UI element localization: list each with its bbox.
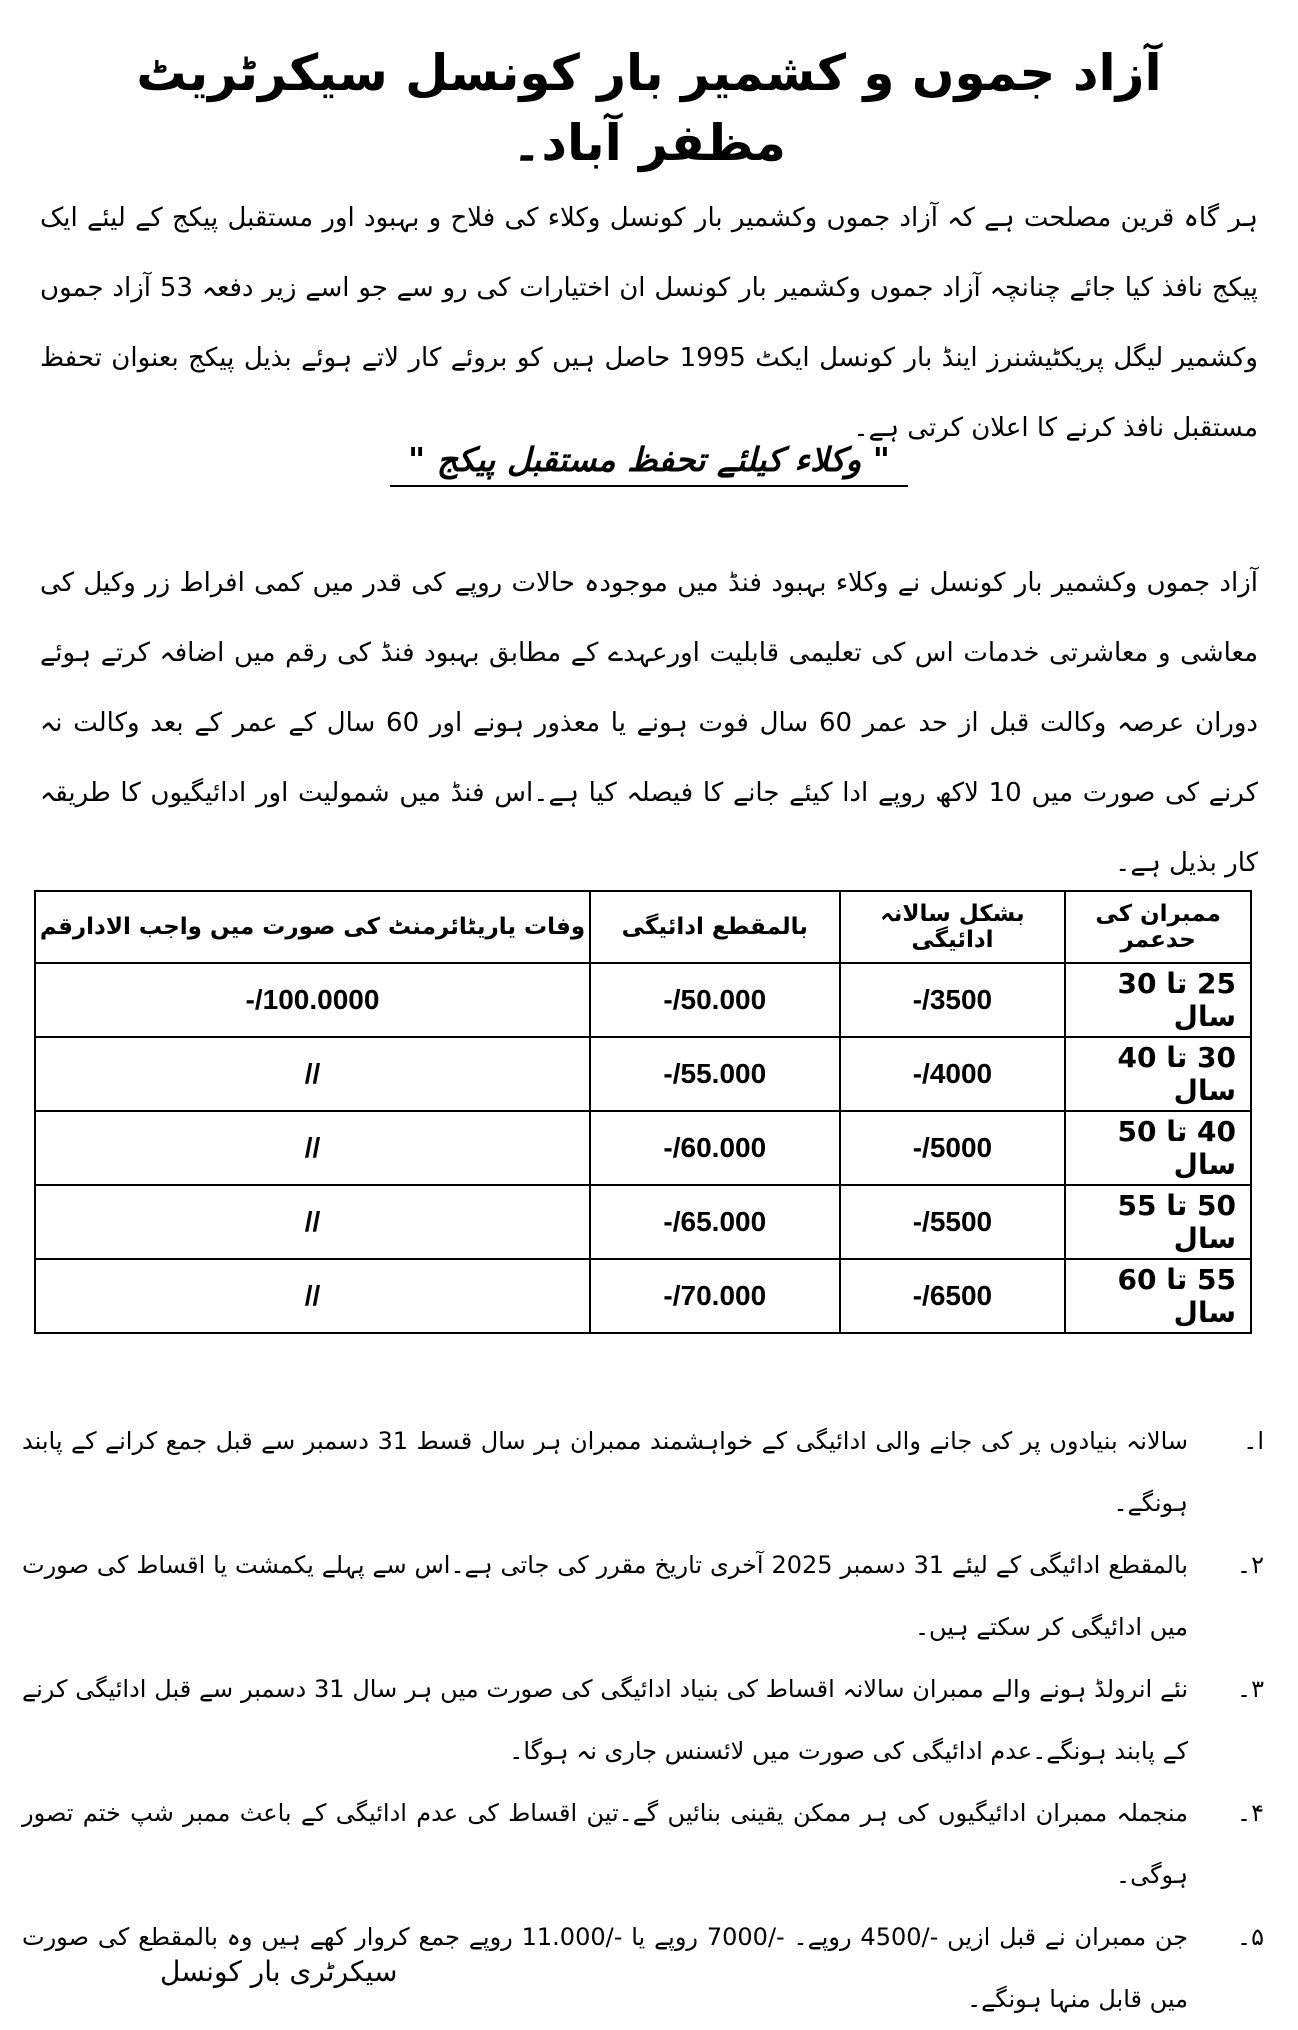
table-header-row (35, 891, 1251, 963)
note-text: سالانہ بنیادوں پر کی جانے والی ادائیگی کے خواہشمند ممبران ہر سال قسط 31 دسمبر سے قبل جمع کرانے کے پابند ہونگے۔ (22, 1427, 1189, 1517)
note-text: جن ممبران نے قبل ازیں -/4500 روپے۔ -/7000 روپے یا -/11.000 روپے جمع کروار کھے ہیں وہ بالمقطع کی صورت میں قابل منہا ہونگے۔ (22, 1923, 1189, 2013)
cell-payout: 100.0000/- (35, 963, 590, 1037)
note-number: ۲۔ (1237, 1551, 1264, 1579)
table-row (35, 1259, 1251, 1333)
header-age: ممبران کی حدعمر (1065, 891, 1251, 963)
cell-payout: // (35, 1111, 590, 1185)
cell-annual: 4000/- (840, 1037, 1066, 1111)
header-payout-amount: وفات یاریٹائرمنٹ کی صورت میں واجب الادارقم (35, 891, 590, 963)
list-item (22, 1410, 1264, 1534)
header-annual-payment: بشکل سالانہ ادائیگی (840, 891, 1066, 963)
document-title: آزاد جموں و کشمیر بار کونسل سیکرٹریٹ مظفر آباد۔ (136, 44, 1162, 172)
cell-annual: 5000/- (840, 1111, 1066, 1185)
header-lumpsum-payment: بالمقطع ادائیگی (590, 891, 840, 963)
note-number: ۵۔ (1237, 1923, 1264, 1951)
cell-annual: 5500/- (840, 1185, 1066, 1259)
note-text: منجملہ ممبران ادائیگیوں کی ہر ممکن یقینی بنائیں گے۔تین اقساط کی عدم ادائیگی کے باعث ممبر شپ ختم تصور ہوگی۔ (22, 1799, 1188, 1889)
cell-lumpsum: 50.000/- (590, 963, 840, 1037)
cell-age: 25 تا 30 سال (1065, 963, 1251, 1037)
note-text: بالمقطع ادائیگی کے لیئے 31 دسمبر 2025 آخری تاریخ مقرر کی جاتی ہے۔اس سے پہلے یکمشت یا اقساط کی صورت میں ادائیگی کر سکتے ہیں۔ (22, 1551, 1188, 1641)
body-paragraph: آزاد جموں وکشمیر بار کونسل نے وکلاء بہبود فنڈ میں موجودہ حالات روپے کی قدر میں کمی افراط زر وکیل کی معاشی و معاشرتی خدمات اس کی تعلیمی قابلیت اورعہدے کے مطابق بہبود فنڈ کی رقم میں اضافہ کرتے ہوئے دوران عرصہ وکالت قبل از حد عمر 60 سال فوت ہونے یا معذور ہونے اور 60 سال کے عمر کے بعد وکالت نہ کرنے کی صورت میں 10 لاکھ روپے ادا کیئے جانے کا فیصلہ کیا ہے۔اس فنڈ میں شمولیت اور ادائیگیوں کا طریقہ کار بذیل ہے۔ (40, 568, 1258, 878)
cell-payout: // (35, 1259, 590, 1333)
cell-age: 40 تا 50 سال (1065, 1111, 1251, 1185)
table-row (35, 1037, 1251, 1111)
cell-lumpsum: 65.000/- (590, 1185, 840, 1259)
signature-line: سیکرٹری بار کونسل (160, 1955, 398, 1988)
cell-payout: // (35, 1185, 590, 1259)
cell-lumpsum: 60.000/- (590, 1111, 840, 1185)
cell-annual: 3500/- (840, 963, 1066, 1037)
table-row (35, 1185, 1251, 1259)
cell-payout: // (35, 1037, 590, 1111)
table-row (35, 963, 1251, 1037)
note-number: ۳۔ (1237, 1675, 1264, 1703)
package-heading (0, 430, 1298, 490)
list-item (22, 1782, 1264, 1906)
cell-lumpsum: 70.000/- (590, 1259, 840, 1333)
table-row (35, 1111, 1251, 1185)
note-text: نئے انرولڈ ہونے والے ممبران سالانہ اقساط کی بنیاد ادائیگی کی صورت میں ہر سال 31 دسمبر سے قبل ادائیگی کرنے کے پابند ہونگے۔عدم ادائیگی کی صورت میں لائسنس جاری نہ ہوگا۔ (22, 1675, 1188, 1765)
list-item (22, 1658, 1264, 1782)
package-heading-text: " وکلاء کیلئے تحفظ مستقبل پیکج " (390, 440, 908, 487)
cell-age: 30 تا 40 سال (1065, 1037, 1251, 1111)
cell-annual: 6500/- (840, 1259, 1066, 1333)
cell-age: 50 تا 55 سال (1065, 1185, 1251, 1259)
notes-list (22, 1410, 1264, 2030)
note-number: ا۔ (1243, 1427, 1264, 1455)
contribution-table (34, 890, 1252, 1334)
intro-paragraph: ہر گاہ قرین مصلحت ہے کہ آزاد جموں وکشمیر بار کونسل وکلاء کی فلاح و بہبود اور مستقبل پیکج کے لیئے ایک پیکج نافذ کیا جائے چنانچہ آزاد جموں وکشمیر بار کونسل ان اختیارات کی رو سے جو اسے زیر دفعہ 53 آزاد جموں وکشمیر لیگل پریکٹیشنرز اینڈ بار کونسل ایکٹ 1995 حاصل ہیں کو بروئے کار لاتے ہوئے بذیل پیکج بعنوان تحفظ مستقبل نافذ کرنے کا اعلان کرتی ہے۔ (40, 203, 1258, 443)
list-item (22, 1534, 1264, 1658)
cell-age: 55 تا 60 سال (1065, 1259, 1251, 1333)
note-number: ۴۔ (1237, 1799, 1264, 1827)
cell-lumpsum: 55.000/- (590, 1037, 840, 1111)
